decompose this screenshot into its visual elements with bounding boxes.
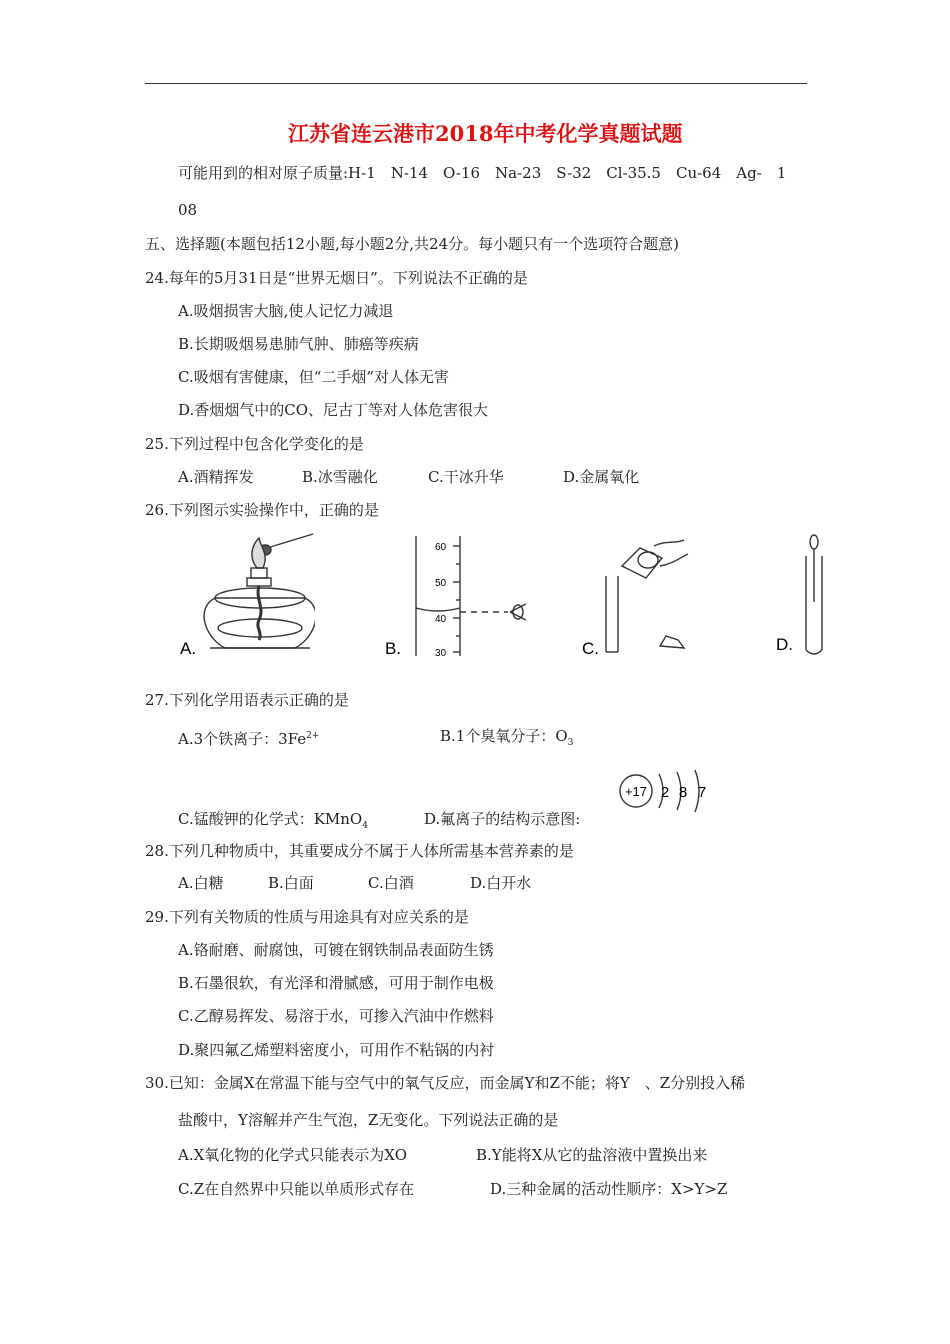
cylinder-tick-40: 40 <box>435 614 447 625</box>
q27-option-a: A.3个铁离子：$3Fe^{2+}$ <box>178 730 320 748</box>
q28-stem: 28.下列几种物质中，其重要成分不属于人体所需基本营养素的是 <box>145 842 574 860</box>
q29-option-a: A.铬耐磨、耐腐蚀，可镀在钢铁制品表面防生锈 <box>178 941 494 959</box>
q25-option-c: C.干冰升华 <box>428 468 504 486</box>
page-title: 江苏省连云港市2018年中考化学真题试题 <box>288 121 683 146</box>
figure-d-label: D. <box>776 635 793 654</box>
q28-option-b: B.白面 <box>268 874 314 892</box>
q28-option-a: A.白糖 <box>178 874 224 892</box>
cylinder-tick-50: 50 <box>435 578 447 589</box>
figure-c-pouring <box>580 536 700 661</box>
figure-a-label: A. <box>180 639 197 658</box>
atom-nucleus: +17 <box>624 784 648 799</box>
q27-option-b: B.1个臭氧分子：$O_3$ <box>440 727 574 748</box>
q24-stem: 24.每年的5月31日是“世界无烟日”。下列说法不正确的是 <box>145 269 528 287</box>
q24-option-b: B.长期吸烟易患肺气肿、肺癌等疾病 <box>178 335 419 353</box>
q30-stem-line2: 盐酸中，Y溶解并产生气泡，Z无变化。下列说法正确的是 <box>178 1111 559 1129</box>
q28-option-c: C.白酒 <box>368 874 414 892</box>
q27-stem: 27.下列化学用语表示正确的是 <box>145 691 349 709</box>
figure-a-alcohol-lamp <box>175 528 315 663</box>
q30-stem-line1: 30.已知：金属X在常温下能与空气中的氧气反应，而金属Y和Z不能；将Y 、Z分别投入稀 <box>145 1074 746 1092</box>
q25-option-b: B.冰雪融化 <box>302 468 378 486</box>
cylinder-tick-60: 60 <box>435 542 447 553</box>
q29-option-d: D.聚四氟乙烯塑料密度小，可用作不粘锅的内衬 <box>178 1041 495 1059</box>
q29-option-c: C.乙醇易挥发、易溶于水，可掺入汽油中作燃料 <box>178 1007 494 1025</box>
q26-stem: 26.下列图示实验操作中，正确的是 <box>145 501 379 519</box>
fluorine-structure-diagram <box>617 766 717 816</box>
figure-c-label: C. <box>582 639 599 658</box>
q24-option-c: C.吸烟有害健康，但“二手烟”对人体无害 <box>178 368 450 386</box>
q30-option-d: D.三种金属的活动性顺序：X>Y>Z <box>490 1180 728 1198</box>
atomic-masses-line2: 08 <box>178 201 198 219</box>
cylinder-tick-30: 30 <box>435 648 447 659</box>
atom-shell-3: 7 <box>697 784 707 801</box>
q24-option-d: D.香烟烟气中的CO、尼古丁等对人体危害很大 <box>178 401 489 419</box>
q25-option-d: D.金属氧化 <box>563 468 640 486</box>
q30-option-c: C.Z在自然界中只能以单质形式存在 <box>178 1180 415 1198</box>
q27-option-d: D.氟离子的结构示意图: <box>424 810 581 828</box>
atom-shell-2: 8 <box>678 784 688 801</box>
atomic-masses-line1: 可能用到的相对原子质量:H-1 N-14 O-16 Na-23 S-32 Cl-35.5 Cu-64 Ag- 1 <box>178 164 787 182</box>
q29-option-b: B.石墨很软，有光泽和滑腻感，可用于制作电极 <box>178 974 494 992</box>
q24-option-a: A.吸烟损害大脑,使人记忆力减退 <box>178 302 394 320</box>
figure-b-label: B. <box>385 639 402 658</box>
atom-shell-1: 2 <box>660 784 670 801</box>
q27-option-c: C.锰酸钾的化学式：KMnO$_4$ <box>178 810 368 831</box>
q28-option-d: D.白开水 <box>470 874 532 892</box>
header-rule <box>145 83 807 84</box>
q30-option-a: A.X氧化物的化学式只能表示为XO <box>178 1146 407 1164</box>
q29-stem: 29.下列有关物质的性质与用途具有对应关系的是 <box>145 908 469 926</box>
figure-b-graduated-cylinder <box>378 532 538 662</box>
q25-option-a: A.酒精挥发 <box>178 468 254 486</box>
q25-stem: 25.下列过程中包含化学变化的是 <box>145 435 364 453</box>
section-heading: 五、选择题(本题包括12小题,每小题2分,共24分。每小题只有一个选项符合题意) <box>145 235 679 253</box>
figure-d-dropper <box>770 532 860 662</box>
q30-option-b: B.Y能将X从它的盐溶液中置换出来 <box>476 1146 708 1164</box>
